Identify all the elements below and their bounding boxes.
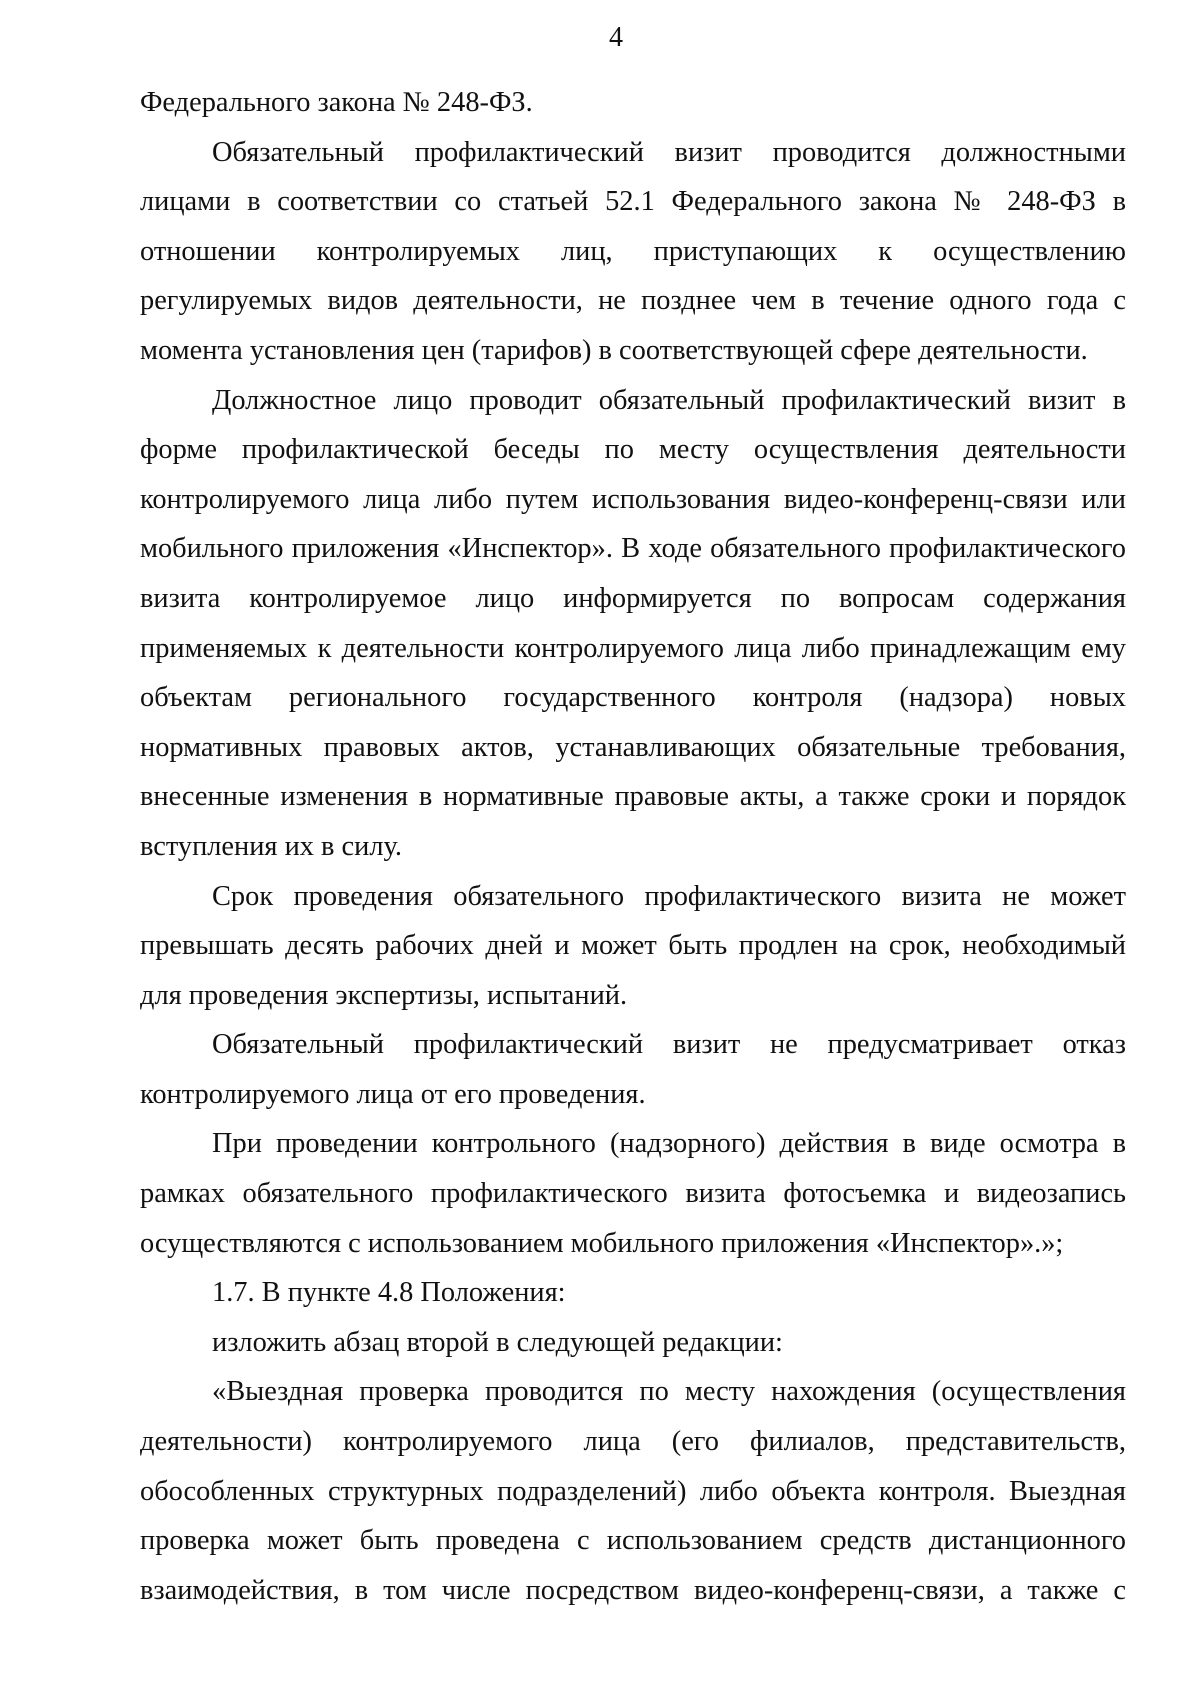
page-number: 4 [609,22,623,53]
paragraph-onsite-inspection: «Выездная проверка проводится по месту нахождения (осуществления деятельности) контролируемого лица (его филиалов, представительств, обособленных структурных подразделений) либо объекта контроля. Выездная проверка может быть проведена с использованием средств дистанционного взаимодействия, в том числе посредством видео-конференц-связи, а также с [140,1376,1126,1606]
paragraph-inspection-photo-video: При проведении контрольного (надзорного) действия в виде осмотра в рамках обязательного профилактического визита фотосъемка и видеозапись осуществляются с использованием мобильного приложения «Инспектор».»; [140,1128,1126,1259]
paragraph-visit-duration: Срок проведения обязательного профилактического визита не может превышать десять рабочих дней и может быть продлен на срок, необходимый для проведения экспертизы, испытаний. [140,880,1126,1011]
document-body [140,78,1126,1615]
paragraph-amend-instruction: изложить абзац второй в следующей редакции: [212,1326,783,1358]
paragraph-official-conducts-visit: Должностное лицо проводит обязательный профилактический визит в форме профилактической беседы по месту осуществления деятельности контролируемого лица либо путем использования видео-конференц-связи или мобильного приложения «Инспектор». В ходе обязательного профилактического визита контролируемое лицо информируется по вопросам содержания применяемых к деятельности контролируемого лица либо принадлежащим ему объектам регионального государственного контроля (надзора) новых нормативных правовых актов, устанавливающих обязательные требования, внесенные изменения в нормативные правовые акты, а также сроки и порядок вступления их в силу. [140,384,1126,862]
paragraph-mandatory-visit: Обязательный профилактический визит проводится должностными лицами в соответствии со статьей 52.1 Федерального закона № 248-ФЗ в отношении контролируемых лиц, приступающих к осуществлению регулируемых видов деятельности, не позднее чем в течение одного года с момента установления цен (тарифов) в соответствующей сфере деятельности. [140,136,1126,366]
paragraph-law-reference: Федерального закона № 248-ФЗ. [140,87,533,118]
paragraph-no-refusal: Обязательный профилактический визит не предусматривает отказ контролируемого лица от его проведения. [140,1029,1126,1110]
paragraph-item-1-7: 1.7. В пункте 4.8 Положения: [212,1277,566,1309]
